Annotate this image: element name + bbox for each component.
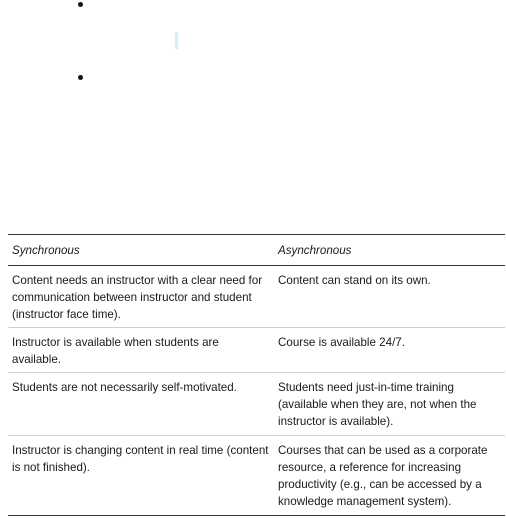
table-header-row xyxy=(8,235,505,266)
cell-asynchronous: Course is available 24/7. xyxy=(274,328,505,373)
header-asynchronous: Asynchronous xyxy=(274,235,505,266)
cell-asynchronous: Content can stand on its own. xyxy=(274,266,505,328)
comparison-table-container xyxy=(8,234,505,516)
text-cursor-highlight xyxy=(175,32,178,49)
cell-asynchronous: Students need just-in-time training (available when they are, not when the instructor is available). xyxy=(274,373,505,436)
sync-async-comparison-table xyxy=(8,234,505,516)
bullet-dot xyxy=(78,75,83,80)
table-row xyxy=(8,373,505,436)
cell-synchronous: Instructor is changing content in real time (content is not finished). xyxy=(8,436,274,516)
table-row xyxy=(8,266,505,328)
table-row xyxy=(8,328,505,373)
cell-synchronous: Instructor is available when students are available. xyxy=(8,328,274,373)
header-synchronous: Synchronous xyxy=(8,235,274,266)
bullet-dot xyxy=(78,2,83,7)
cell-asynchronous: Courses that can be used as a corporate resource, a reference for increasing productivity (e.g., can be accessed by a knowledge management system). xyxy=(274,436,505,516)
cell-synchronous: Students are not necessarily self-motivated. xyxy=(8,373,274,436)
cell-synchronous: Content needs an instructor with a clear need for communication between instructor and student (instructor face time). xyxy=(8,266,274,328)
table-row xyxy=(8,436,505,516)
